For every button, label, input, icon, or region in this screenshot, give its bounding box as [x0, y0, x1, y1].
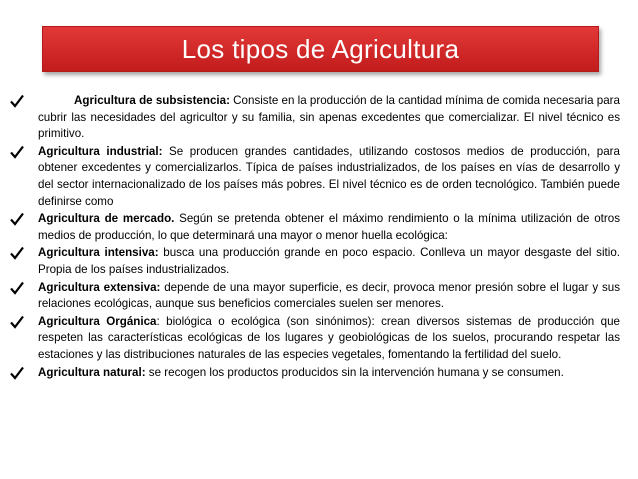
term-label: Agricultura intensiva: [38, 246, 159, 260]
term-label: Agricultura de subsistencia: [74, 94, 230, 107]
list-item [4, 280, 620, 313]
list-item-text [38, 245, 620, 278]
page-title: Los tipos de Agricultura [181, 33, 460, 64]
term-label: Agricultura de mercado. [38, 212, 175, 226]
term-description: Se producen grandes cantidades, utilizando costosos medios de producción, para obtener excedentes y comercializarlos. Típica de países industrializados, de los países en vías de desarrollo y del sector internacionalizado de los países más pobres. El nivel técnico es de orden tecnológico. También puede definirse como [38, 144, 620, 208]
checkmark-icon [10, 366, 24, 380]
term-description: : biológica o ecológica (son sinónimos): crean diversos sistemas de producción que respeten las características ecológicas de los lugares y geobiológicas de los suelos, procurando respetar las estaciones y las distribuciones naturales de las especies vegetales, fomentando la fertilidad del suelo. [38, 314, 620, 361]
list-item-text [38, 144, 620, 210]
term-description: se recogen los productos producidos sin la intervención humana y se consumen. [145, 365, 564, 379]
term-label: Agricultura natural: [38, 365, 146, 379]
term-description: Consiste en la producción de la cantidad mínima de comida necesaria para cubrir las necesidades del agricultor y su familia, sin apenas excedentes que comercializar. El nivel técnico es primitivo. [38, 94, 620, 141]
list-item [4, 93, 620, 143]
checkmark-icon [10, 145, 24, 159]
list-item [4, 245, 620, 278]
term-label: Agricultura extensiva: [38, 280, 161, 294]
checkmark-icon [10, 315, 24, 329]
list-item-text [38, 314, 620, 364]
term-label: Agricultura industrial: [38, 144, 163, 158]
list-item [4, 144, 620, 210]
list-item [4, 211, 620, 244]
list-item-text [38, 93, 620, 143]
title-banner [42, 26, 599, 72]
term-description: depende de una mayor superficie, es decir, provoca menor presión sobre el lugar y sus relaciones ecológicas, aunque sus beneficios comerciales suelen ser menores. [38, 280, 620, 311]
checkmark-icon [10, 281, 24, 295]
list-item [4, 314, 620, 364]
term-label: Agricultura Orgánica [38, 314, 157, 328]
term-description: busca una producción grande en poco espacio. Conlleva un mayor desgaste del sitio. Propia de los países industrializados. [38, 246, 621, 276]
list-item-text [38, 211, 620, 244]
agriculture-types-list [4, 93, 620, 382]
checkmark-icon [10, 212, 24, 226]
list-item-text [38, 280, 620, 313]
term-description: Según se pretenda obtener el máximo rendimiento o la mínima utilización de otros medios de producción, lo que determinará una mayor o menor huella ecológica: [38, 212, 620, 242]
list-item-text [38, 365, 620, 382]
checkmark-icon [10, 94, 24, 108]
list-item [4, 365, 620, 382]
checkmark-icon [10, 246, 24, 260]
